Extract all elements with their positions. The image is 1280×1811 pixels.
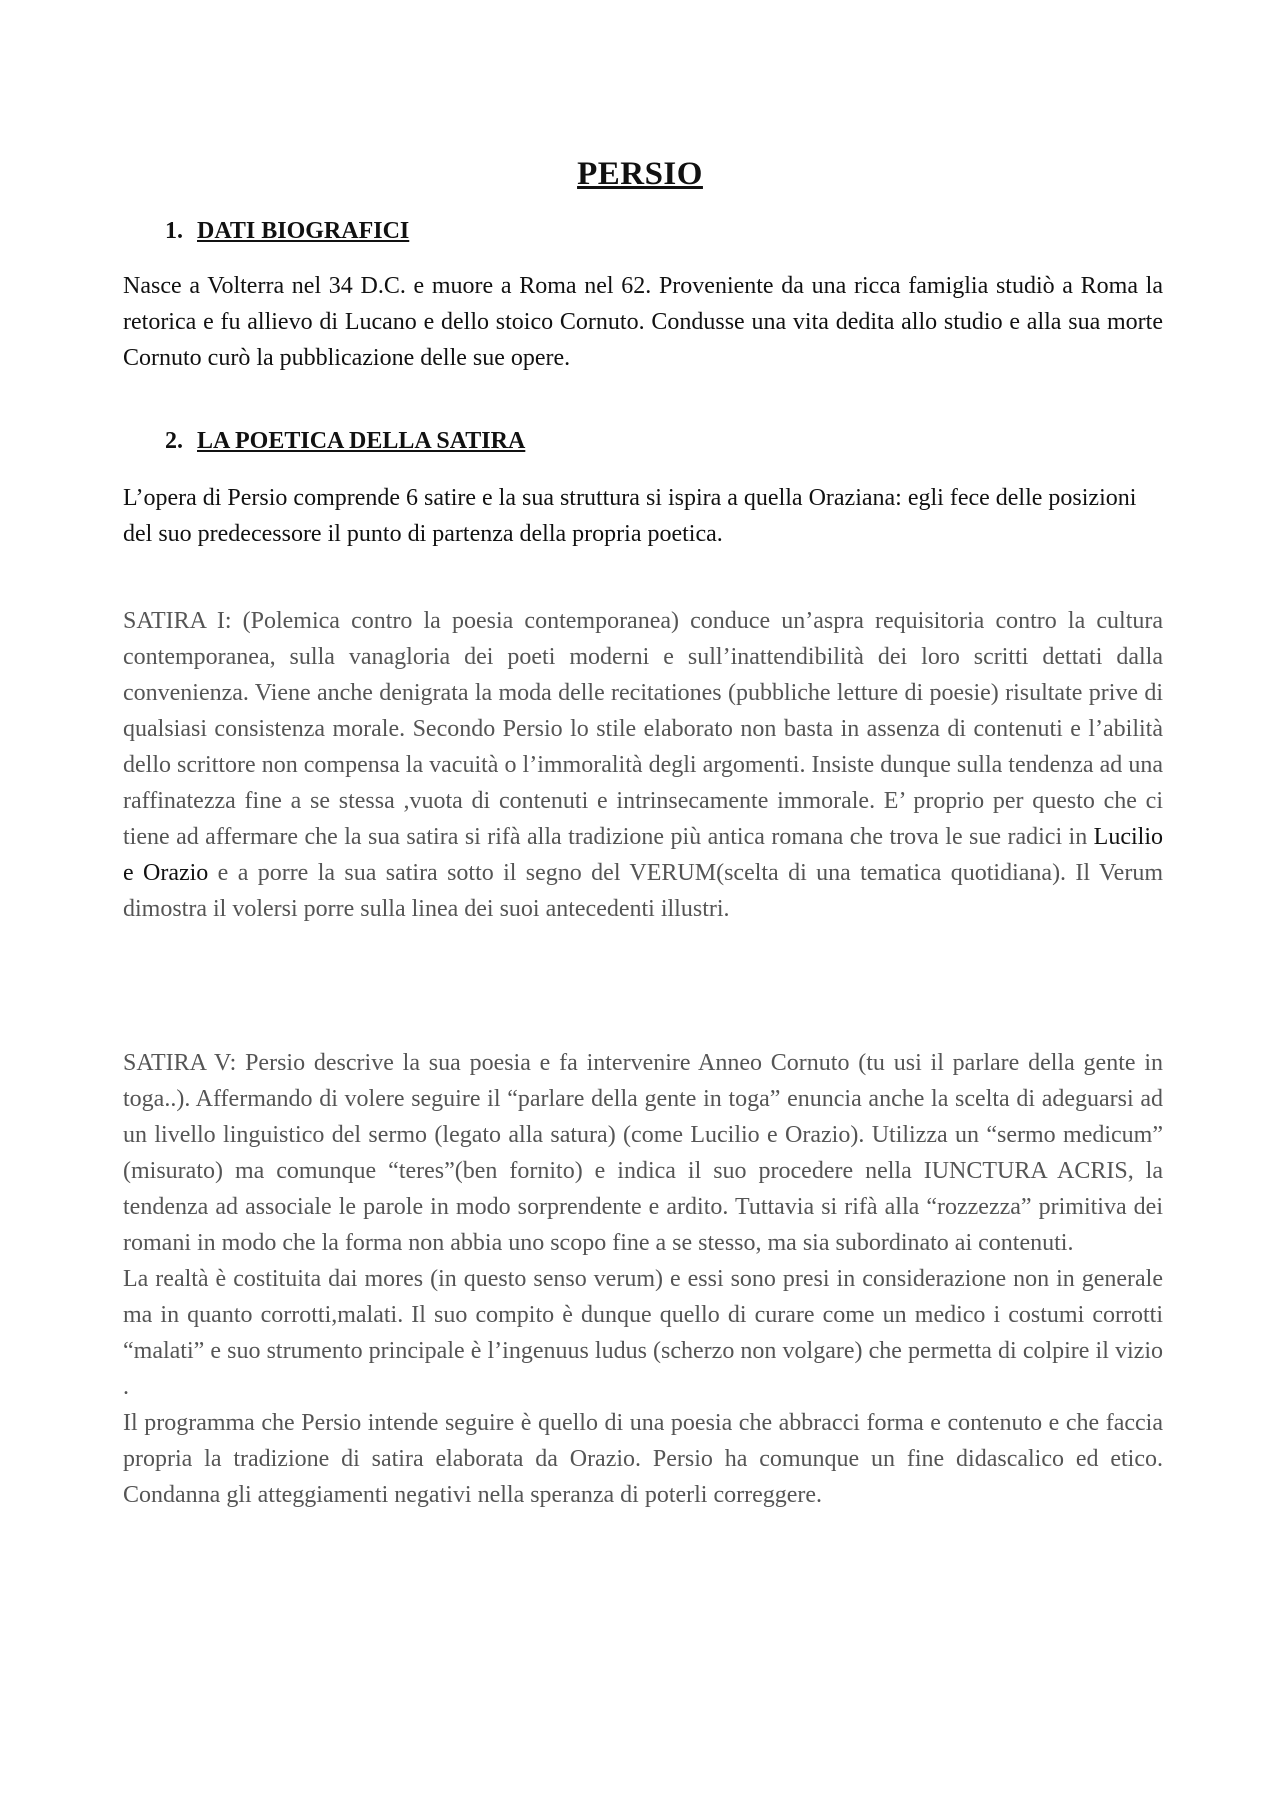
satira-1-authors: Lucilio e Orazio: [123, 824, 1163, 886]
poetica-intro-text: L’opera di Persio comprende 6 satire e la sua struttura si ispira a quella Oraziana: egli fece delle posizioni del suo predecessore il punto di partenza della propria poetica.: [123, 485, 1137, 547]
satira-5-text-2: La realtà è costituita dai mores (in questo senso verum) e essi sono presi in considerazione non in generale ma in quanto corrotti,malati. Il suo compito è dunque quello di curare come un medico i costumi corrotti “malati” e suo strumento principale è l’ingenuus ludus (scherzo non volgare) che permetta di colpire il vizio .: [123, 1266, 1163, 1400]
biography-text: Nasce a Volterra nel 34 D.C. e muore a Roma nel 62. Proveniente da una ricca famiglia studiò a Roma la retorica e fu allievo di Lucano e dello stoico Cornuto. Condusse una vita dedita allo studio e alla sua morte Cornuto curò la pubblicazione delle sue opere.: [123, 273, 1163, 371]
satira-1-paragraph: [123, 603, 1163, 927]
biography-paragraph: [123, 268, 1163, 376]
section-heading-biografici: [165, 218, 409, 245]
section-title: LA POETICA DELLA SATIRA: [197, 428, 526, 454]
satira-1-text-end: e a porre la sua satira sotto il segno del VERUM(scelta di una tematica quotidiana). Il Verum dimostra il volersi porre sulla linea dei suoi antecedenti illustri.: [123, 860, 1163, 922]
section-title: DATI BIOGRAFICI: [197, 218, 410, 244]
section-number: 1.: [165, 218, 183, 244]
satira-1-text: SATIRA I: (Polemica contro la poesia contemporanea) conduce un’aspra requisitoria contro la cultura contemporanea, sulla vanagloria dei poeti moderni e sull’inattendibilità dei loro scritti dettati dalla convenienza. Viene anche denigrata la moda delle recitationes (pubbliche letture di poesie) risultate prive di qualsiasi consistenza morale. Secondo Persio lo stile elaborato non basta in assenza di contenuti e l’abilità dello scrittore non compensa la vacuità o l’immoralità degli argomenti. Insiste dunque sulla tendenza ad una raffinatezza fine a se stessa ,vuota di contenuti e intrinsecamente immorale. E’ proprio per questo che ci tiene ad affermare che la sua satira si rifà alla tradizione più antica romana che trova le sue radici in: [123, 608, 1163, 850]
satira-5-paragraph: [123, 1045, 1163, 1513]
satira-5-text-1: SATIRA V: Persio descrive la sua poesia e fa intervenire Anneo Cornuto (tu usi il parlare della gente in toga..). Affermando di volere seguire il “parlare della gente in toga” enuncia anche la scelta di adeguarsi ad un livello linguistico del sermo (legato alla satura) (come Lucilio e Orazio). Utilizza un “sermo medicum” (misurato) ma comunque “teres”(ben fornito) e indica il suo procedere nella IUNCTURA ACRIS, la tendenza ad associale le parole in modo sorprendente e ardito. Tuttavia si rifà alla “rozzezza” primitiva dei romani in modo che la forma non abbia uno scopo fine a se stesso, ma sia subordinato ai contenuti.: [123, 1050, 1163, 1256]
section-number: 2.: [165, 428, 183, 454]
page-title: PERSIO: [577, 156, 703, 192]
section-heading-poetica: [165, 428, 525, 455]
satira-5-text-3: Il programma che Persio intende seguire è quello di una poesia che abbracci forma e contenuto e che faccia propria la tradizione di satira elaborata da Orazio. Persio ha comunque un fine didascalico ed etico. Condanna gli atteggiamenti negativi nella speranza di poterli correggere.: [123, 1410, 1163, 1508]
poetica-intro-paragraph: [123, 480, 1163, 552]
